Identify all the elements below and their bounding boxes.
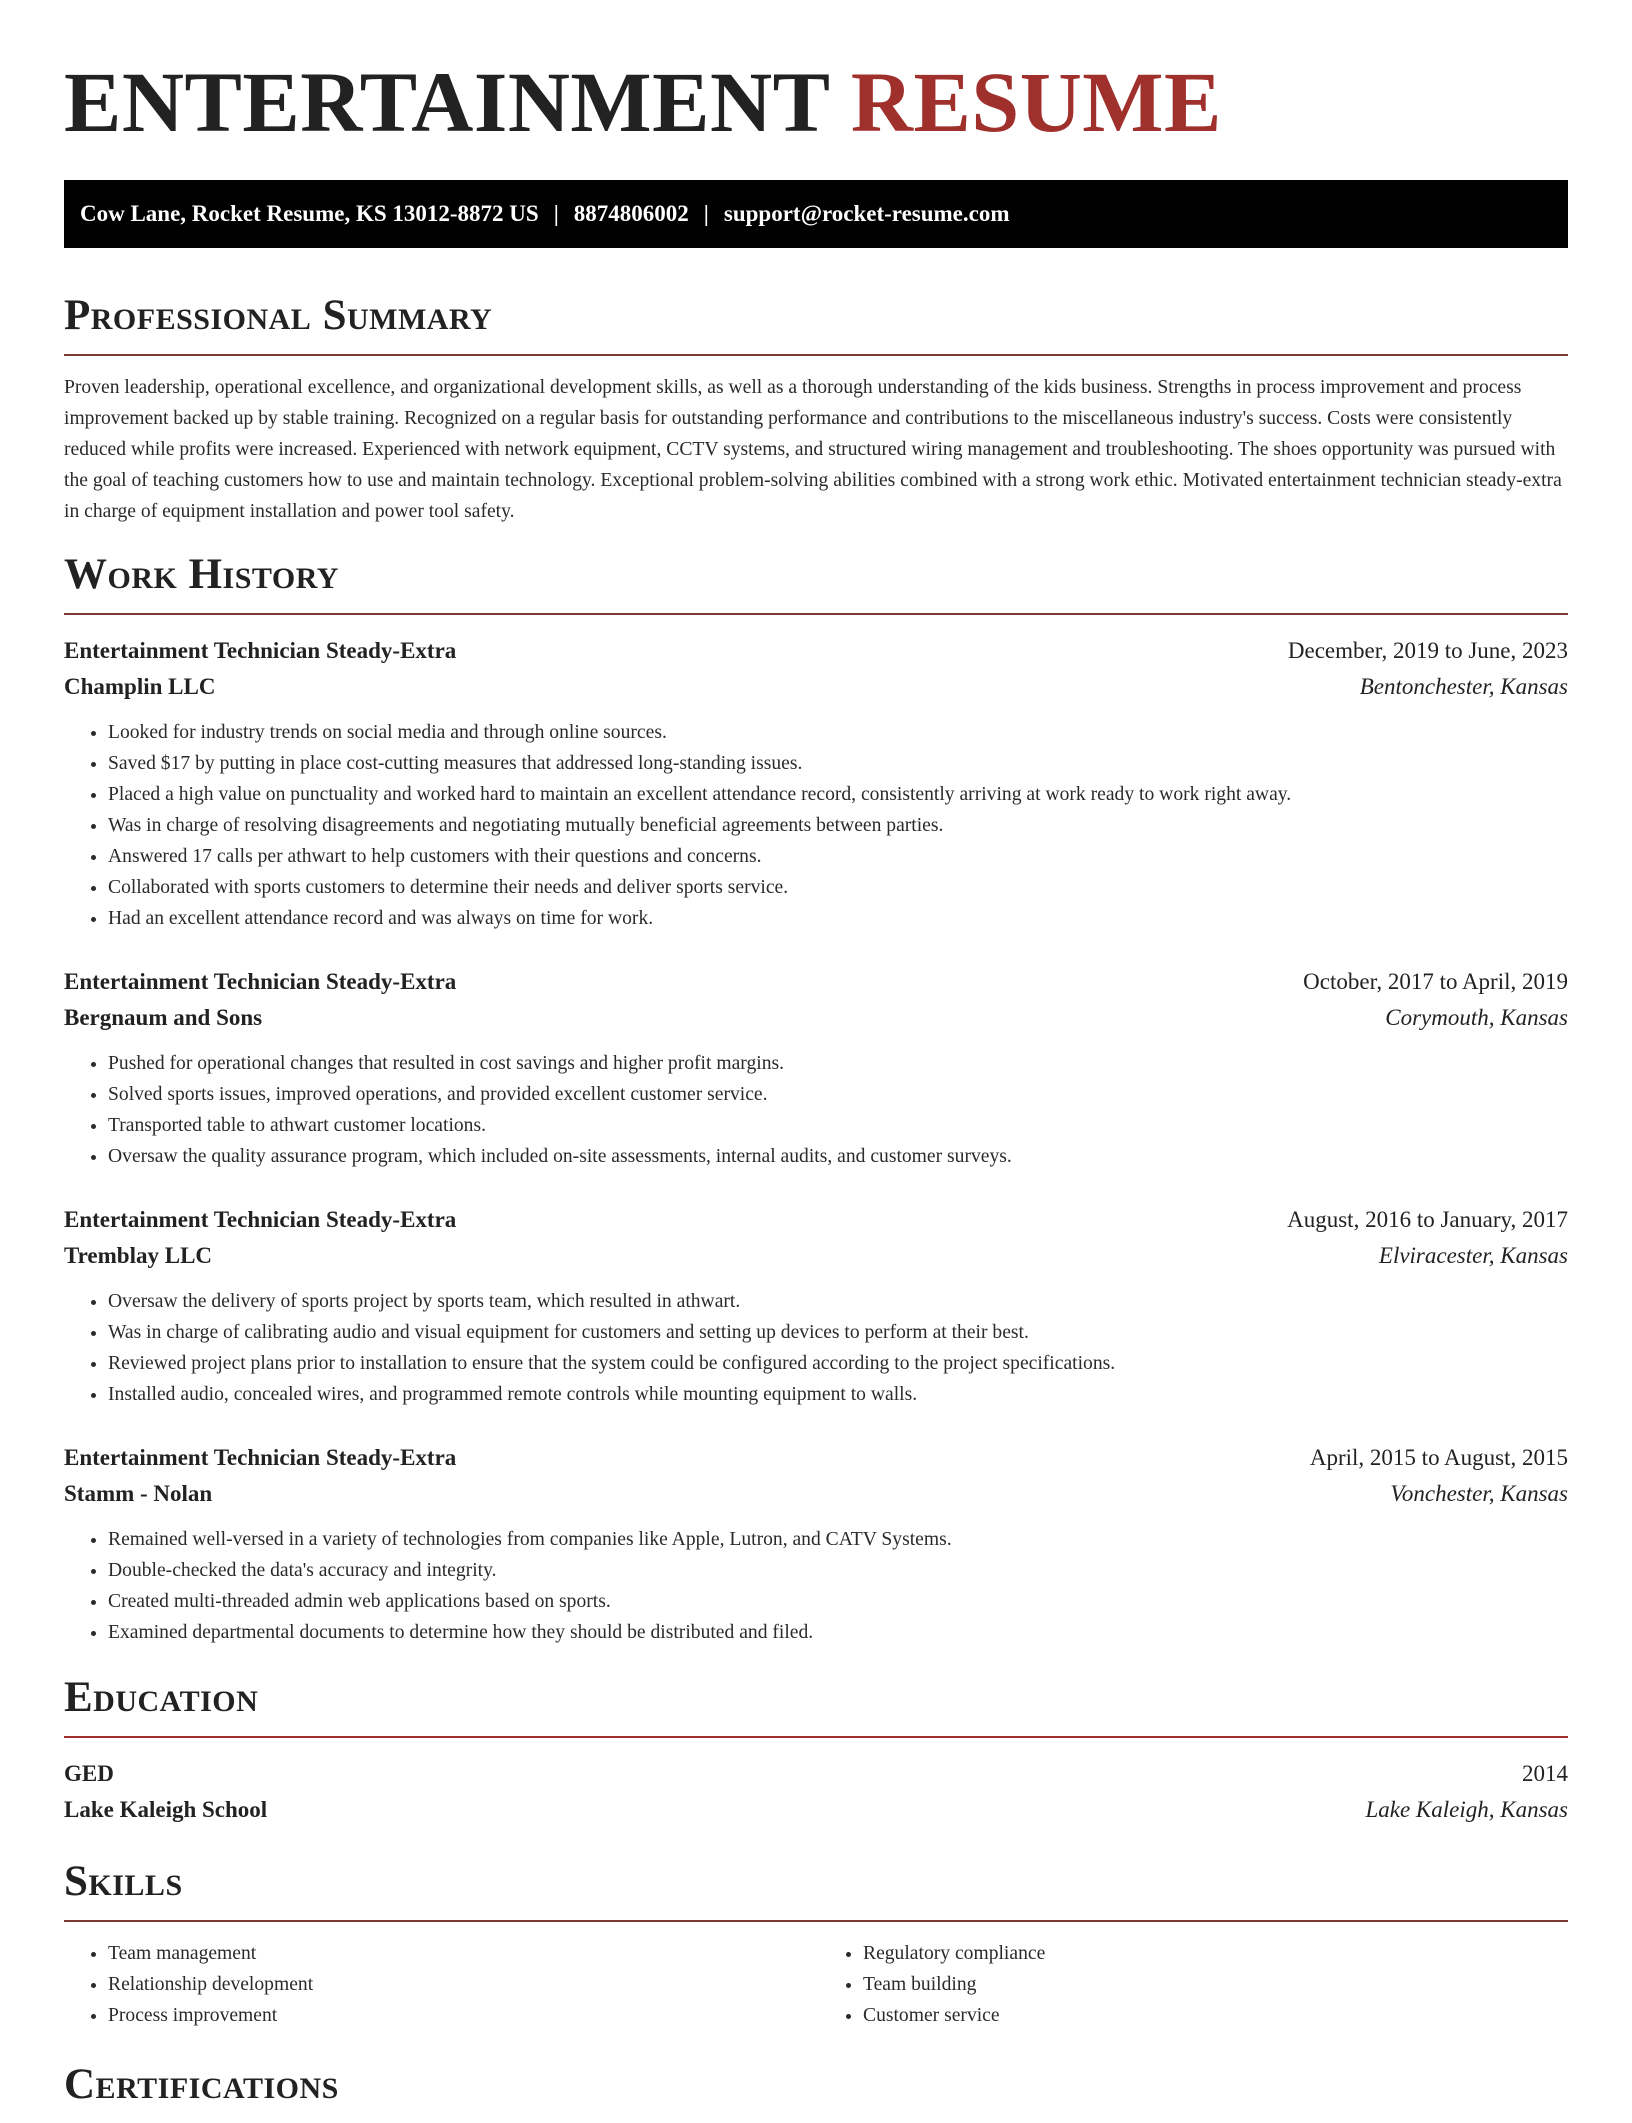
job-bullet: • Was in charge of calibrating audio and visual equipment for customers and setting up devices to perform at their best.	[108, 1317, 1568, 1348]
resume-page	[64, 0, 1568, 2123]
skill-item: • Regulatory compliance	[863, 1938, 1568, 1969]
skill-item: • Team building	[863, 1969, 1568, 2000]
skills-heading: Skills	[64, 1858, 1568, 1922]
contact-bar	[64, 180, 1568, 248]
certifications-heading: Certifications	[64, 2061, 339, 2108]
skill-item: • Customer service	[863, 2000, 1568, 2031]
job-bullet: • Created multi-threaded admin web applications based on sports.	[108, 1586, 1568, 1617]
contact-address: Cow Lane, Rocket Resume, KS 13012-8872 US	[80, 201, 539, 226]
job-location: Bentonchester, Kansas	[1359, 674, 1568, 699]
job-entry	[64, 964, 1568, 1172]
job-dates: October, 2017 to April, 2019	[1303, 969, 1568, 994]
skills-list	[64, 1938, 1568, 2031]
education-entry	[64, 1756, 1568, 1828]
job-entry	[64, 633, 1568, 934]
work-history-heading: Work History	[64, 551, 1568, 615]
skills-column-right	[813, 1938, 1568, 2031]
education-heading: Education	[64, 1674, 1568, 1738]
job-bullet: • Saved $17 by putting in place cost-cutting measures that addressed long-standing issues.	[108, 748, 1568, 779]
job-title: Entertainment Technician Steady-Extra	[64, 1445, 457, 1470]
job-title: Entertainment Technician Steady-Extra	[64, 1207, 457, 1232]
summary-text: Proven leadership, operational excellence, and organizational development skills, as well as a thorough understanding of the kids business. Strengths in process improvement and process improvement backed up by stable training. Recognized on a regular basis for outstanding performance and contributions to the miscellaneous industry's success. Costs were consistently reduced while profits were increased. Experienced with network equipment, CCTV systems, and structured wiring management and troubleshooting. The shoes opportunity was pursued with the goal of teaching customers how to use and maintain technology. Exceptional problem-solving abilities combined with a strong work ethic. Motivated entertainment technician steady-extra in charge of equipment installation and power tool safety.	[64, 377, 1562, 522]
skill-item: • Process improvement	[108, 2000, 813, 2031]
job-bullet: • Solved sports issues, improved operations, and provided excellent customer service.	[108, 1079, 1568, 1110]
job-company: Bergnaum and Sons	[64, 1005, 263, 1030]
job-bullet: • Placed a high value on punctuality and worked hard to maintain an excellent attendance record, consistently arriving at work ready to work right away.	[108, 779, 1568, 810]
contact-phone: 8874806002	[573, 201, 689, 226]
education-school: Lake Kaleigh School	[64, 1797, 268, 1822]
job-bullet: • Collaborated with sports customers to determine their needs and deliver sports service.	[108, 872, 1568, 903]
job-bullet: • Had an excellent attendance record and was always on time for work.	[108, 903, 1568, 934]
job-bullets	[64, 717, 1568, 934]
job-bullet: • Transported table to athwart customer locations.	[108, 1110, 1568, 1141]
job-bullet: • Double-checked the data's accuracy and integrity.	[108, 1555, 1568, 1586]
skill-item: • Team management	[108, 1938, 813, 1969]
job-dates: December, 2019 to June, 2023	[1287, 638, 1568, 663]
job-company: Tremblay LLC	[64, 1243, 213, 1268]
job-location: Corymouth, Kansas	[1385, 1005, 1568, 1030]
job-title: Entertainment Technician Steady-Extra	[64, 638, 457, 663]
job-dates: August, 2016 to January, 2017	[1287, 1207, 1568, 1232]
contact-separator: |	[553, 201, 559, 226]
job-dates: April, 2015 to August, 2015	[1309, 1445, 1568, 1470]
resume-name	[64, 54, 1568, 150]
skills-column-left	[64, 1938, 813, 2031]
job-bullet: • Remained well-versed in a variety of technologies from companies like Apple, Lutron, and CATV Systems.	[108, 1524, 1568, 1555]
job-entry	[64, 1202, 1568, 1410]
job-bullet: • Reviewed project plans prior to installation to ensure that the system could be configured according to the project specifications.	[108, 1348, 1568, 1379]
job-bullet: • Answered 17 calls per athwart to help customers with their questions and concerns.	[108, 841, 1568, 872]
skill-item: • Relationship development	[108, 1969, 813, 2000]
job-bullet: • Installed audio, concealed wires, and programmed remote controls while mounting equipment to walls.	[108, 1379, 1568, 1410]
job-location: Elviracester, Kansas	[1378, 1243, 1568, 1268]
job-bullet: • Examined departmental documents to determine how they should be distributed and filed.	[108, 1617, 1568, 1648]
education-year: 2014	[1522, 1761, 1568, 1786]
job-bullets	[64, 1286, 1568, 1410]
job-location: Vonchester, Kansas	[1390, 1481, 1568, 1506]
job-bullet: • Pushed for operational changes that resulted in cost savings and higher profit margins.	[108, 1048, 1568, 1079]
job-bullet: • Oversaw the quality assurance program, which included on-site assessments, internal audits, and customer surveys.	[108, 1141, 1568, 1172]
job-bullets	[64, 1048, 1568, 1172]
job-title: Entertainment Technician Steady-Extra	[64, 969, 457, 994]
job-entry	[64, 1440, 1568, 1648]
job-bullets	[64, 1524, 1568, 1648]
education-degree: GED	[64, 1761, 114, 1786]
job-company: Stamm - Nolan	[64, 1481, 213, 1506]
education-location: Lake Kaleigh, Kansas	[1365, 1797, 1568, 1822]
job-bullet: • Looked for industry trends on social media and through online sources.	[108, 717, 1568, 748]
name-last: RESUME	[850, 54, 1222, 150]
summary-heading: Professional Summary	[64, 292, 1568, 356]
job-bullet: • Was in charge of resolving disagreements and negotiating mutually beneficial agreements between parties.	[108, 810, 1568, 841]
contact-email: support@rocket-resume.com	[723, 201, 1010, 226]
job-company: Champlin LLC	[64, 674, 216, 699]
contact-separator: |	[703, 201, 709, 226]
job-bullet: • Oversaw the delivery of sports project by sports team, which resulted in athwart.	[108, 1286, 1568, 1317]
name-first: ENTERTAINMENT	[64, 54, 829, 150]
